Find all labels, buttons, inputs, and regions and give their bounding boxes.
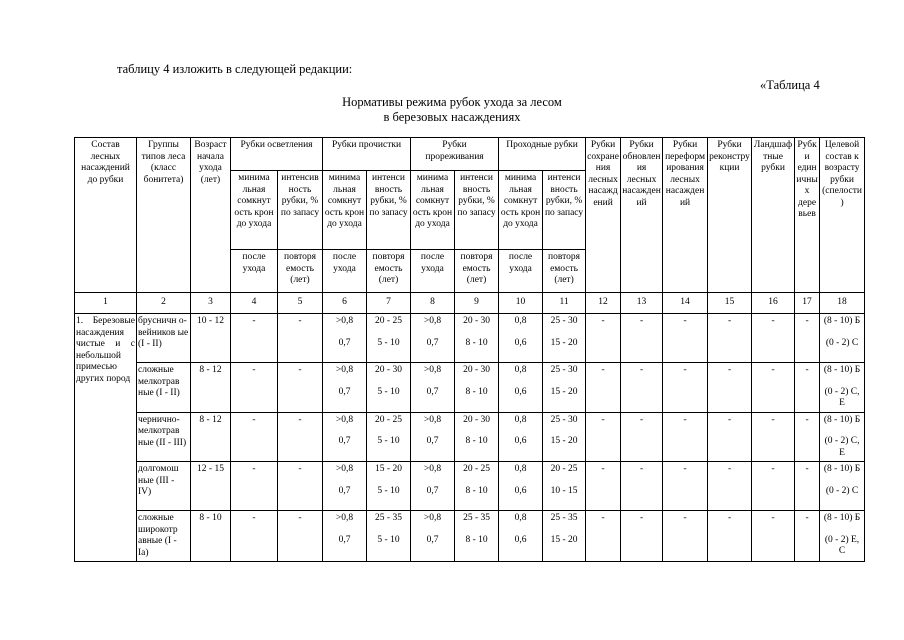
header-after-care: после ухода [323, 250, 367, 293]
cell-value: (0 - 2) С [825, 337, 859, 348]
cell-value: 25 - 30 [550, 365, 578, 375]
table-cell [411, 462, 455, 511]
column-number: 14 [663, 293, 708, 314]
header-repeat: повторя емость (лет) [543, 250, 586, 293]
header-after-care: после ухода [231, 250, 278, 293]
header-prochistka: Рубки прочистки [323, 138, 411, 171]
table-cell: - [231, 314, 278, 363]
table-cell: - [586, 363, 621, 413]
table-cell: - [231, 511, 278, 562]
cell-value: 20 - 25 [375, 414, 402, 425]
table-cell [323, 511, 367, 562]
cell-value: 0,7 [338, 386, 351, 397]
cell-value: 0,6 [514, 485, 527, 496]
table-cell: - [278, 462, 323, 511]
column-number: 3 [191, 293, 231, 314]
cell-value: 0,6 [514, 436, 527, 446]
cell-value: 5 - 10 [377, 337, 400, 348]
table-cell [323, 314, 367, 363]
cell-value: 8 - 10 [465, 386, 488, 397]
table-cell [455, 363, 499, 413]
table-title [0, 95, 904, 125]
table-cell [367, 511, 411, 562]
cell-value: >0,8 [423, 513, 442, 523]
table-cell [455, 314, 499, 363]
header-after-care: после ухода [411, 250, 455, 293]
cell-value: >0,8 [335, 464, 354, 474]
table-cell: - [586, 511, 621, 562]
cell-value: 20 - 25 [463, 464, 490, 474]
table-cell [455, 511, 499, 562]
column-number: 4 [231, 293, 278, 314]
table-cell: - [663, 314, 708, 363]
table-cell: - [621, 314, 663, 363]
header-intensity: интенси вность рубки, % по запасу [367, 171, 411, 250]
table-cell [543, 412, 586, 462]
header-target-composition: Целевой состав к возрасту рубки (спелости) [820, 138, 865, 293]
header-row-1 [75, 138, 865, 171]
cell-value: 20 - 30 [463, 414, 490, 425]
cell-value: 5 - 10 [377, 386, 400, 397]
column-number: 12 [586, 293, 621, 314]
table-cell: - [752, 462, 795, 511]
table-cell: - [663, 412, 708, 462]
header-pereformirovanie: Рубки переформирования лесных насаждений [663, 138, 708, 293]
header-repeat: повторя емость (лет) [455, 250, 499, 293]
cell-value: >0,8 [335, 316, 354, 326]
table-cell: - [586, 412, 621, 462]
table-cell: - [752, 412, 795, 462]
cell-value: 20 - 25 [550, 464, 578, 474]
cell-value: 0,7 [426, 485, 439, 496]
table-cell: - [231, 462, 278, 511]
cell-value: 5 - 10 [377, 485, 400, 496]
header-min-density: минима льная сомкнут ость крон до ухода [231, 171, 278, 250]
table-cell: - [663, 363, 708, 413]
cell-value: 0,7 [338, 534, 351, 545]
table-cell [411, 314, 455, 363]
title-line-2: в березовых насаждениях [383, 110, 521, 124]
target-composition-cell [820, 412, 865, 462]
table-cell [455, 462, 499, 511]
table-cell: - [752, 363, 795, 413]
header-repeat: повторя емость (лет) [278, 250, 323, 293]
cell-value: 15 - 20 [375, 464, 402, 474]
cell-value: (0 - 2) С, Е [824, 436, 860, 458]
table-cell [411, 511, 455, 562]
start-age-cell: 8 - 10 [191, 511, 231, 562]
cell-value: (0 - 2) Е, С [824, 534, 860, 556]
cell-value: (8 - 10) Б [823, 414, 861, 425]
table-cell [323, 462, 367, 511]
column-number: 6 [323, 293, 367, 314]
header-osvetlenie: Рубки осветления [231, 138, 323, 171]
cell-value: >0,8 [423, 316, 442, 326]
header-rekonstrukciya: Рубки реконструкции [708, 138, 752, 293]
cell-value: 5 - 10 [377, 534, 400, 545]
cell-value: 8 - 10 [465, 534, 488, 545]
cell-value: 0,8 [514, 414, 527, 425]
cell-value: (8 - 10) Б [823, 513, 861, 523]
table-cell [367, 412, 411, 462]
table-cell: - [278, 363, 323, 413]
table-cell: - [795, 314, 820, 363]
table-cell [499, 314, 543, 363]
table-cell: - [586, 462, 621, 511]
header-intensity: интенси вность рубки, % по запасу [455, 171, 499, 250]
table-cell: - [663, 511, 708, 562]
table-cell: - [231, 412, 278, 462]
table-cell: - [795, 462, 820, 511]
table-cell: - [752, 511, 795, 562]
table-cell [323, 412, 367, 462]
table-cell [411, 363, 455, 413]
cell-value: 20 - 25 [375, 316, 402, 326]
table-cell [499, 412, 543, 462]
cell-value: 25 - 35 [463, 513, 490, 523]
table-cell [499, 363, 543, 413]
table-row [75, 462, 865, 511]
table-cell [499, 462, 543, 511]
target-composition-cell [820, 363, 865, 413]
table-cell [411, 412, 455, 462]
forest-type-cell: сложные широкотр авные (I - Ia) [137, 511, 191, 562]
header-min-density: минима льная сомкнут ость крон до ухода [499, 171, 543, 250]
target-composition-cell [820, 511, 865, 562]
table-cell: - [708, 363, 752, 413]
start-age-cell: 8 - 12 [191, 363, 231, 413]
column-number: 1 [75, 293, 137, 314]
cell-value: 0,7 [426, 436, 439, 446]
table-cell: - [708, 412, 752, 462]
cell-value: >0,8 [423, 464, 442, 474]
table-cell: - [278, 412, 323, 462]
cell-value: 20 - 30 [375, 365, 402, 375]
cell-value: 15 - 20 [550, 436, 578, 446]
table-cell [543, 314, 586, 363]
header-obnovlenie: Рубки обновления лесных насаждений [621, 138, 663, 293]
column-number: 17 [795, 293, 820, 314]
cell-value: >0,8 [335, 414, 354, 425]
table-cell: - [621, 363, 663, 413]
norms-table [74, 137, 865, 562]
table-cell: - [663, 462, 708, 511]
cell-value: 0,8 [514, 464, 527, 474]
column-number: 16 [752, 293, 795, 314]
cell-value: 8 - 10 [465, 337, 488, 348]
cell-value: 0,6 [514, 534, 527, 545]
cell-value: (8 - 10) Б [823, 365, 861, 375]
forest-type-cell: чернично-мелкотрав ные (II - III) [137, 412, 191, 462]
column-number: 15 [708, 293, 752, 314]
header-composition: Состав лесных насаждений до рубки [75, 138, 137, 293]
cell-value: 0,6 [514, 386, 527, 397]
cell-value: >0,8 [335, 513, 354, 523]
table-cell [367, 314, 411, 363]
forest-type-cell: сложные мелкотрав ные (I - II) [137, 363, 191, 413]
forest-type-cell: долгомош ные (III - IV) [137, 462, 191, 511]
cell-value: 25 - 35 [550, 513, 578, 523]
cell-value: 5 - 10 [377, 436, 400, 446]
title-line-1: Нормативы режима рубок ухода за лесом [342, 95, 562, 109]
table-cell: - [278, 314, 323, 363]
cell-value: 20 - 30 [463, 316, 490, 326]
column-number: 11 [543, 293, 586, 314]
table-cell: - [708, 511, 752, 562]
column-number: 7 [367, 293, 411, 314]
column-number: 18 [820, 293, 865, 314]
table-cell: - [795, 363, 820, 413]
table-row [75, 314, 865, 363]
column-number: 8 [411, 293, 455, 314]
table-cell: - [586, 314, 621, 363]
table-cell: - [231, 363, 278, 413]
target-composition-cell [820, 462, 865, 511]
table-cell: - [621, 511, 663, 562]
cell-value: (0 - 2) С [825, 485, 859, 496]
table-cell: - [278, 511, 323, 562]
cell-value: 0,7 [338, 485, 351, 496]
composition-cell: 1. Березовые насаждения чистые и с небольшой примесью других пород [75, 314, 137, 562]
table-cell [499, 511, 543, 562]
header-landshaftnye: Ландшафтные рубки [752, 138, 795, 293]
target-composition-cell [820, 314, 865, 363]
column-number: 13 [621, 293, 663, 314]
cell-value: >0,8 [423, 414, 442, 425]
cell-value: 15 - 20 [550, 386, 578, 397]
table-cell [455, 412, 499, 462]
column-numbers-row [75, 293, 865, 314]
table-cell [543, 511, 586, 562]
cell-value: 0,6 [514, 337, 527, 348]
cell-value: >0,8 [335, 365, 354, 375]
cell-value: 0,8 [514, 513, 527, 523]
cell-value: 0,8 [514, 316, 527, 326]
header-edinichnye: Рубки единичных деревьев [795, 138, 820, 293]
cell-value: 0,7 [426, 337, 439, 348]
cell-value: 0,8 [514, 365, 527, 375]
header-prorezhivanie: Рубки прореживания [411, 138, 499, 171]
table-cell [543, 462, 586, 511]
header-start-age: Возраст начала ухода (лет) [191, 138, 231, 293]
header-intensity: интенсив ность рубки, % по запасу [278, 171, 323, 250]
forest-type-cell: брусничн о-вейников ые (I - II) [137, 314, 191, 363]
intro-text: таблицу 4 изложить в следующей редакции: [117, 62, 353, 76]
cell-value: 0,7 [338, 337, 351, 348]
table-cell: - [752, 314, 795, 363]
header-min-density: минима льная сомкнут ость крон до ухода [411, 171, 455, 250]
table-row [75, 363, 865, 413]
cell-value: 25 - 35 [375, 513, 402, 523]
header-intensity: интенси вность рубки, % по запасу [543, 171, 586, 250]
header-min-density: минима льная сомкнут ость крон до ухода [323, 171, 367, 250]
table-cell [543, 363, 586, 413]
start-age-cell: 10 - 12 [191, 314, 231, 363]
table-row [75, 511, 865, 562]
table-cell: - [621, 462, 663, 511]
column-number: 10 [499, 293, 543, 314]
cell-value: 0,7 [338, 436, 351, 446]
table-cell [367, 462, 411, 511]
cell-value: 8 - 10 [465, 485, 488, 496]
column-number: 2 [137, 293, 191, 314]
cell-value: (0 - 2) С, Е [824, 386, 860, 408]
column-number: 9 [455, 293, 499, 314]
table-cell: - [708, 314, 752, 363]
table-row [75, 412, 865, 462]
cell-value: 25 - 30 [550, 414, 578, 425]
cell-value: (8 - 10) Б [823, 316, 861, 326]
header-after-care: после ухода [499, 250, 543, 293]
cell-value: 25 - 30 [550, 316, 578, 326]
header-forest-type: Группы типов леса (класс бонитета) [137, 138, 191, 293]
cell-value: 0,7 [426, 386, 439, 397]
table-cell [323, 363, 367, 413]
table-cell [367, 363, 411, 413]
cell-value: 10 - 15 [550, 485, 578, 496]
table-cell: - [795, 511, 820, 562]
column-number: 5 [278, 293, 323, 314]
header-sohranenie: Рубки сохранения лесных насаждений [586, 138, 621, 293]
cell-value: 15 - 20 [550, 337, 578, 348]
cell-value: >0,8 [423, 365, 442, 375]
table-cell: - [795, 412, 820, 462]
header-repeat: повторя емость (лет) [367, 250, 411, 293]
cell-value: 20 - 30 [463, 365, 490, 375]
cell-value: 8 - 10 [465, 436, 488, 446]
header-prohodnye: Проходные рубки [499, 138, 586, 171]
start-age-cell: 12 - 15 [191, 462, 231, 511]
cell-value: 15 - 20 [550, 534, 578, 545]
table-number: «Таблица 4 [760, 78, 820, 92]
table-cell: - [621, 412, 663, 462]
start-age-cell: 8 - 12 [191, 412, 231, 462]
table-cell: - [708, 462, 752, 511]
cell-value: 0,7 [426, 534, 439, 545]
cell-value: (8 - 10) Б [823, 464, 861, 474]
